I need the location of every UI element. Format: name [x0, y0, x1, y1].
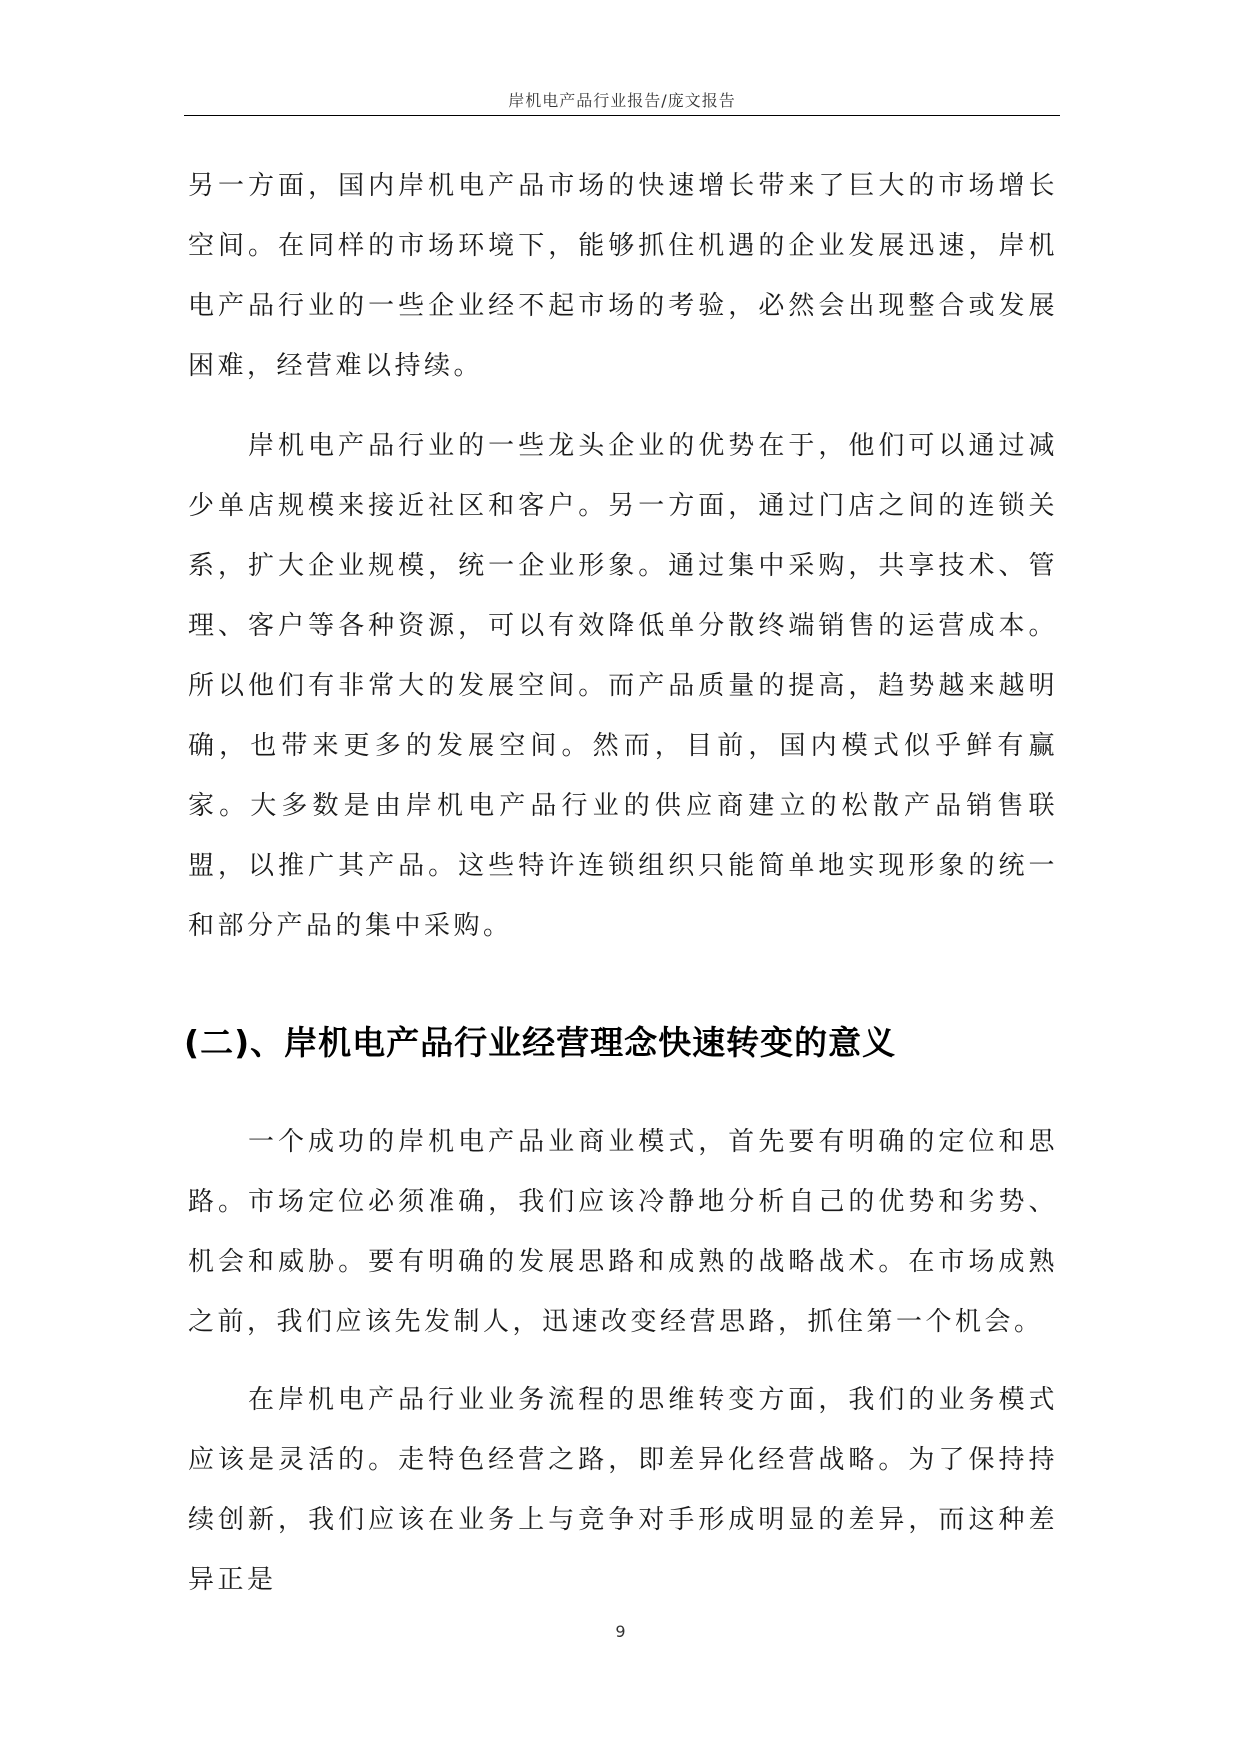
- section-heading: (二)、岸机电产品行业经营理念快速转变的意义: [184, 1023, 897, 1062]
- page-number: 9: [615, 1622, 626, 1641]
- header-divider: [184, 115, 1060, 116]
- body-paragraph-1: [188, 156, 1058, 396]
- paragraph-text: 在岸机电产品行业业务流程的思维转变方面，我们的业务模式应该是灵活的。走特色经营之路，即差异化经营战略。为了保持持续创新，我们应该在业务上与竞争对手形成明显的差异，而这种差异正是: [188, 1385, 1058, 1595]
- running-header: 岸机电产品行业报告/庞文报告: [508, 91, 736, 110]
- body-paragraph-3: [188, 1112, 1058, 1352]
- paragraph-text: 另一方面，国内岸机电产品市场的快速增长带来了巨大的市场增长空间。在同样的市场环境下，能够抓住机遇的企业发展迅速，岸机电产品行业的一些企业经不起市场的考验，必然会出现整合或发展困难，经营难以持续。: [188, 171, 1058, 381]
- body-paragraph-2: [188, 416, 1058, 956]
- paragraph-text: 岸机电产品行业的一些龙头企业的优势在于，他们可以通过减少单店规模来接近社区和客户。另一方面，通过门店之间的连锁关系，扩大企业规模，统一企业形象。通过集中采购，共享技术、管理、客户等各种资源，可以有效降低单分散终端销售的运营成本。所以他们有非常大的发展空间。而产品质量的提高，趋势越来越明确，也带来更多的发展空间。然而，目前，国内模式似乎鲜有赢家。大多数是由岸机电产品行业的供应商建立的松散产品销售联盟，以推广其产品。这些特许连锁组织只能简单地实现形象的统一和部分产品的集中采购。: [188, 431, 1058, 941]
- body-paragraph-4: [188, 1370, 1058, 1610]
- paragraph-text: 一个成功的岸机电产品业商业模式，首先要有明确的定位和思路。市场定位必须准确，我们应该冷静地分析自己的优势和劣势、机会和威胁。要有明确的发展思路和成熟的战略战术。在市场成熟之前，我们应该先发制人，迅速改变经营思路，抓住第一个机会。: [188, 1127, 1058, 1337]
